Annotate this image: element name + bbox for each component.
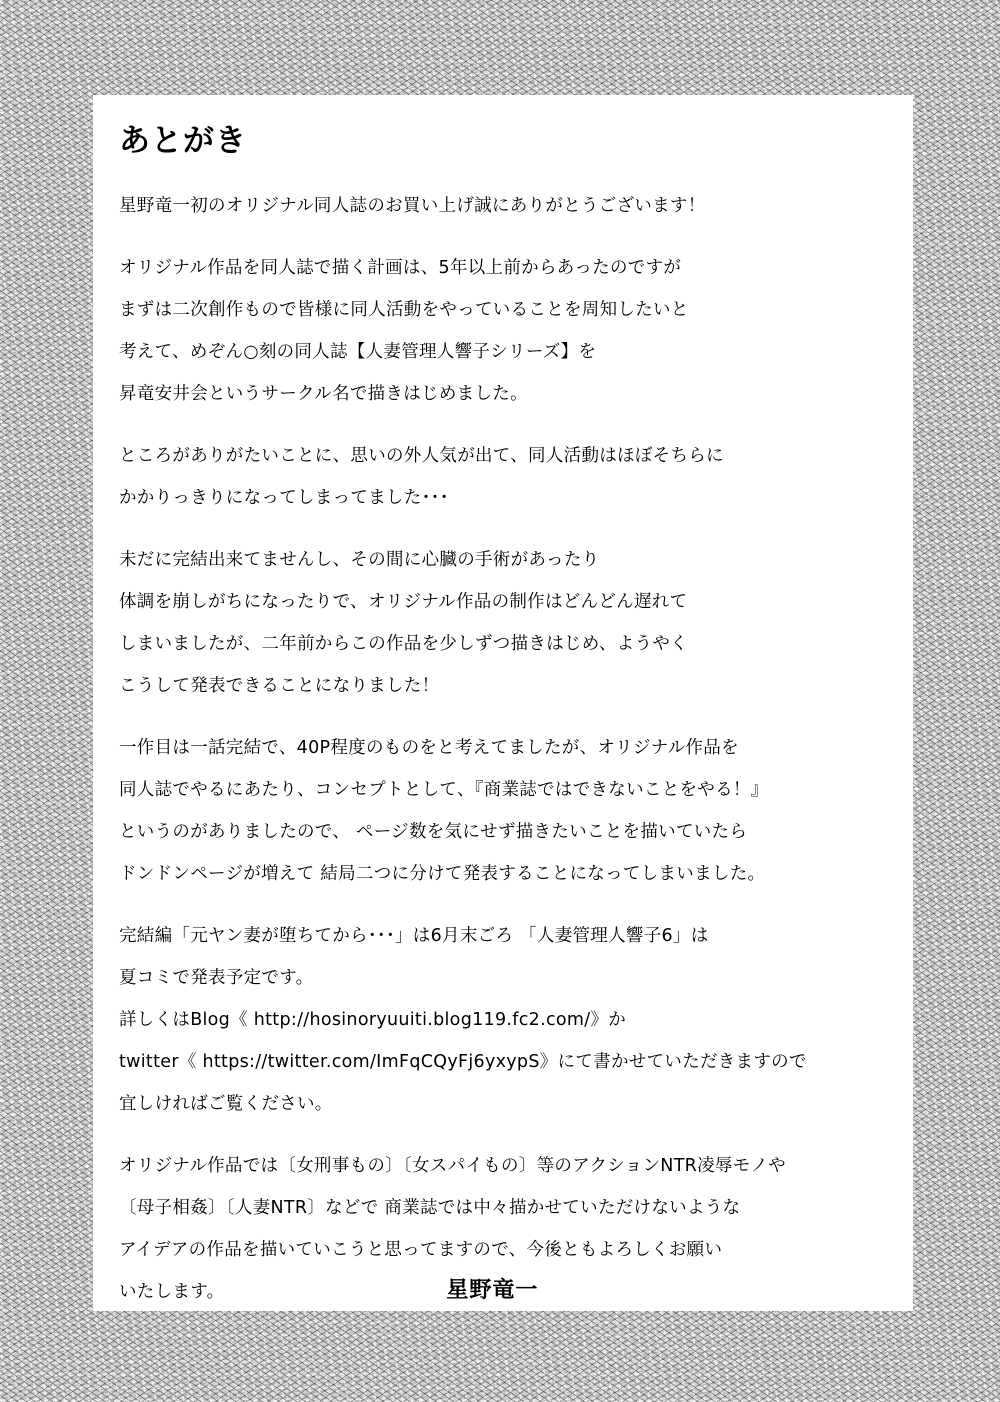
paragraph-delay xyxy=(119,539,891,707)
afterword-panel xyxy=(93,95,913,1311)
twitter-link-line: twitter《 https://twitter.com/ImFqCQyFj6yxypS》にて書かせていただきますので xyxy=(119,1052,807,1072)
text-line: 一作目は一話完結で、40P程度のものをと考えてましたが、オリジナル作品を xyxy=(119,738,739,758)
text-line: こうして発表できることになりました！ xyxy=(119,676,440,696)
paragraph-popularity xyxy=(119,435,891,519)
text-line: 〔母子相姦〕〔人妻NTR〕などで 商業誌では中々描かせていただけないような xyxy=(119,1198,741,1218)
text-line: オリジナル作品を同人誌で描く計画は、5年以上前からあったのですが xyxy=(119,258,682,278)
text-line: アイデアの作品を描いていこうと思ってますので、今後ともよろしくお願い xyxy=(119,1240,723,1260)
paragraph-thanks xyxy=(119,185,891,227)
text-line: ドンドンページが増えて 結局二つに分けて発表することになってしまいました。 xyxy=(119,864,766,884)
text-line: 昇竜安井会というサークル名で描きはじめました。 xyxy=(119,384,528,404)
paragraph-closing xyxy=(119,1145,891,1313)
text-line: いたします。 xyxy=(119,1282,225,1302)
text-line: かかりっきりになってしまってました･･･ xyxy=(119,488,449,508)
text-line: まずは二次創作もので皆様に同人活動をやっていることを周知したいと xyxy=(119,300,689,320)
blog-link-line: 詳しくはBlog《 http://hosinoryuuiti.blog119.fc2.com/》か xyxy=(119,1010,627,1030)
text-line: 未だに完結出来てませんし、その間に心臓の手術があったり xyxy=(119,550,600,570)
paragraph-plan xyxy=(119,247,891,415)
signature-row xyxy=(119,1271,891,1313)
text-line: 夏コミで発表予定です。 xyxy=(119,968,314,988)
text-line: というのがありましたので、 ページ数を気にせず描きたいことを描いていたら xyxy=(119,822,748,842)
text-line: ところがありがたいことに、思いの外人気が出て、同人活動はほぼそちらに xyxy=(119,446,724,466)
author-signature: 星野竜一 xyxy=(446,1278,539,1303)
page-title: あとがき xyxy=(119,123,247,159)
text-line: 星野竜一初のオリジナル同人誌のお買い上げ誠にありがとうございます！ xyxy=(119,196,706,216)
text-line: しまいましたが、二年前からこの作品を少しずつ描きはじめ、ようやく xyxy=(119,634,688,654)
text-line: 宜しければご覧ください。 xyxy=(119,1094,333,1114)
text-line: 完結編「元ヤン妻が堕ちてから･･･」は6月末ごろ 「人妻管理人響子6」は xyxy=(119,926,709,946)
paragraph-announcement xyxy=(119,915,891,1125)
text-line: 同人誌でやるにあたり、コンセプトとして、『商業誌ではできないことをやる！』 xyxy=(119,780,769,800)
text-line: 体調を崩しがちになったりで、オリジナル作品の制作はどんどん遅れて xyxy=(119,592,688,612)
text-line: オリジナル作品では〔女刑事もの〕〔女スパイもの〕等のアクションNTR凌辱モノや xyxy=(119,1156,786,1176)
paragraph-concept xyxy=(119,727,891,895)
text-line: 考えて、めぞん○刻の同人誌【人妻管理人響子シリーズ】を xyxy=(119,342,597,362)
